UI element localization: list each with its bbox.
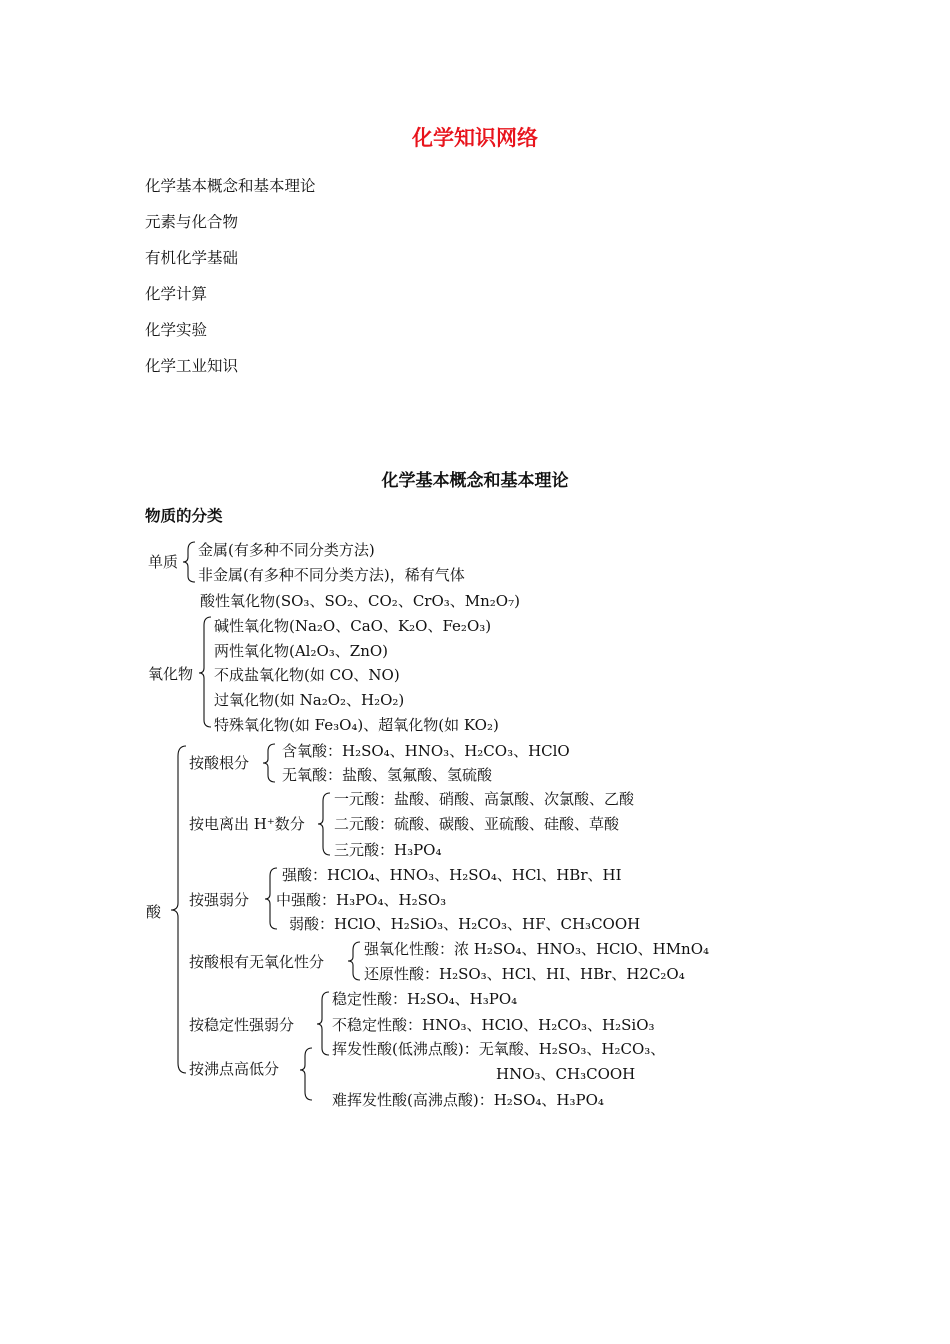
brace-oxide [199, 617, 211, 727]
oxide-label: 氧化物 [148, 665, 194, 683]
toc-item[interactable]: 化学工业知识 [145, 357, 239, 375]
simple-substance-label: 单质 [148, 553, 179, 571]
brace-boiling [300, 1048, 312, 1100]
by-redox-label: 按酸根有无氧化性分 [189, 953, 325, 971]
brace-simple [183, 542, 195, 582]
acidic-oxide-item: 酸性氧化物(SO₃、SO₂、CO₂、CrO₃、Mn₂O₇) [200, 592, 520, 610]
amphoteric-oxide-item: 两性氧化物(Al₂O₃、ZnO) [214, 642, 389, 660]
basic-oxide-item: 碱性氧化物(Na₂O、CaO、K₂O、Fe₂O₃) [214, 617, 492, 635]
weak-acid-item: 弱酸：HClO、H₂SiO₃、H₂CO₃、HF、CH₃COOH [289, 915, 641, 933]
toc-item[interactable]: 化学实验 [145, 321, 208, 339]
by-boiling-label: 按沸点高低分 [189, 1060, 280, 1078]
by-radical-label: 按酸根分 [189, 754, 250, 772]
reducing-acid-item: 还原性酸：H₂SO₃、HCl、HI、HBr、H2C₂O₄ [364, 965, 685, 983]
document-title: 化学知识网络 [412, 125, 538, 150]
peroxide-item: 过氧化物(如 Na₂O₂、H₂O₂) [214, 691, 405, 709]
toc-item[interactable]: 化学计算 [145, 285, 208, 303]
volatile-acid-item-continued: HNO₃、CH₃COOH [496, 1065, 636, 1083]
by-strength-label: 按强弱分 [189, 891, 250, 909]
brace-stability [317, 992, 329, 1055]
nonvolatile-acid-item: 难挥发性酸(高沸点酸)：H₂SO₄、H₃PO₄ [332, 1091, 604, 1109]
unstable-acid-item: 不稳定性酸：HNO₃、HClO、H₂CO₃、H₂SiO₃ [332, 1016, 655, 1034]
nonmetal-item: 非金属(有多种不同分类方法)，稀有气体 [198, 566, 465, 584]
toc-item[interactable]: 有机化学基础 [145, 249, 239, 267]
special-oxide-item: 特殊氧化物(如 Fe₃O₄)、超氧化物(如 KO₂) [214, 716, 499, 734]
brace-acid [171, 746, 186, 1073]
by-stability-label: 按稳定性强弱分 [189, 1016, 295, 1034]
monoprotic-item: 一元酸：盐酸、硝酸、高氯酸、次氯酸、乙酸 [334, 790, 635, 808]
triprotic-item: 三元酸：H₃PO₄ [334, 841, 442, 859]
medium-acid-item: 中强酸：H₃PO₄、H₂SO₃ [276, 891, 447, 909]
stable-acid-item: 稳定性酸：H₂SO₄、H₃PO₄ [332, 990, 518, 1008]
nonoxyacid-item: 无氧酸：盐酸、氢氟酸、氢硫酸 [282, 766, 493, 784]
toc-item[interactable]: 化学基本概念和基本理论 [145, 177, 316, 195]
acid-label: 酸 [146, 903, 162, 921]
strong-acid-item: 强酸：HClO₄、HNO₃、H₂SO₄、HCl、HBr、HI [282, 866, 622, 884]
section-title: 化学基本概念和基本理论 [381, 471, 569, 491]
diprotic-item: 二元酸：硫酸、碳酸、亚硫酸、硅酸、草酸 [334, 815, 620, 833]
subsection-title: 物质的分类 [145, 506, 223, 525]
nonsalt-oxide-item: 不成盐氧化物(如 CO、NO) [214, 666, 400, 684]
brace-radical [263, 744, 275, 782]
brace-protons [318, 793, 330, 855]
toc-item[interactable]: 元素与化合物 [145, 213, 239, 231]
volatile-acid-item: 挥发性酸(低沸点酸)：无氧酸、H₂SO₃、H₂CO₃、 [332, 1040, 666, 1058]
by-protons-label: 按电离出 H⁺数分 [189, 815, 305, 833]
oxidizing-acid-item: 强氧化性酸：浓 H₂SO₄、HNO₃、HClO、HMnO₄ [364, 940, 710, 958]
metal-item: 金属(有多种不同分类方法) [198, 541, 375, 559]
oxyacid-item: 含氧酸：H₂SO₄、HNO₃、H₂CO₃、HClO [282, 742, 570, 760]
brace-redox [348, 942, 360, 980]
